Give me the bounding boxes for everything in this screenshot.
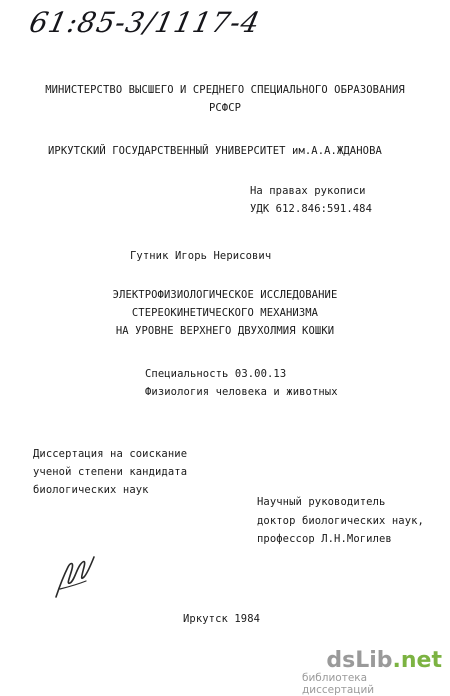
dslib-watermark [302, 648, 442, 696]
manuscript-rights: На правах рукописи [250, 185, 366, 197]
handwritten-catalog-code: 61:85-3/1117-4 [26, 6, 264, 39]
university-name: ИРКУТСКИЙ ГОСУДАРСТВЕННЫЙ УНИВЕРСИТЕТ им.А.А.ЖДАНОВА [48, 145, 382, 157]
supervisor-line-1: Научный руководитель [257, 496, 386, 508]
ministry-line-2: РСФСР [208, 102, 242, 114]
dissertation-line-2: ученой степени кандидата [33, 466, 188, 478]
watermark-logo: dsLib.net [326, 648, 442, 673]
handwritten-signature [50, 545, 100, 605]
watermark-subtitle: библиотека диссертаций [302, 672, 375, 696]
title-line-3: НА УРОВНЕ ВЕРХНЕГО ДВУХОЛМИЯ КОШКИ [115, 325, 335, 337]
title-line-2: СТЕРЕОКИНЕТИЧЕСКОГО МЕХАНИЗМА [131, 307, 319, 319]
title-line-1: ЭЛЕКТРОФИЗИОЛОГИЧЕСКОЕ ИССЛЕДОВАНИЕ [112, 289, 338, 301]
author-name: Гутник Игорь Нерисович [130, 250, 272, 262]
dissertation-line-3: биологических наук [33, 484, 149, 496]
ministry-line-1: МИНИСТЕРСТВО ВЫСШЕГО И СРЕДНЕГО СПЕЦИАЛЬНОГО ОБРАЗОВАНИЯ [45, 84, 405, 96]
udc-code: УДК 612.846:591.484 [250, 203, 373, 215]
place-and-year: Иркутск 1984 [183, 613, 261, 625]
specialty-code: Специальность 03.00.13 [145, 368, 287, 380]
dissertation-line-1: Диссертация на соискание [33, 448, 188, 460]
supervisor-line-3: профессор Л.Н.Могилев [257, 533, 392, 545]
supervisor-line-2: доктор биологических наук, [257, 515, 424, 527]
specialty-name: Физиология человека и животных [145, 386, 338, 398]
